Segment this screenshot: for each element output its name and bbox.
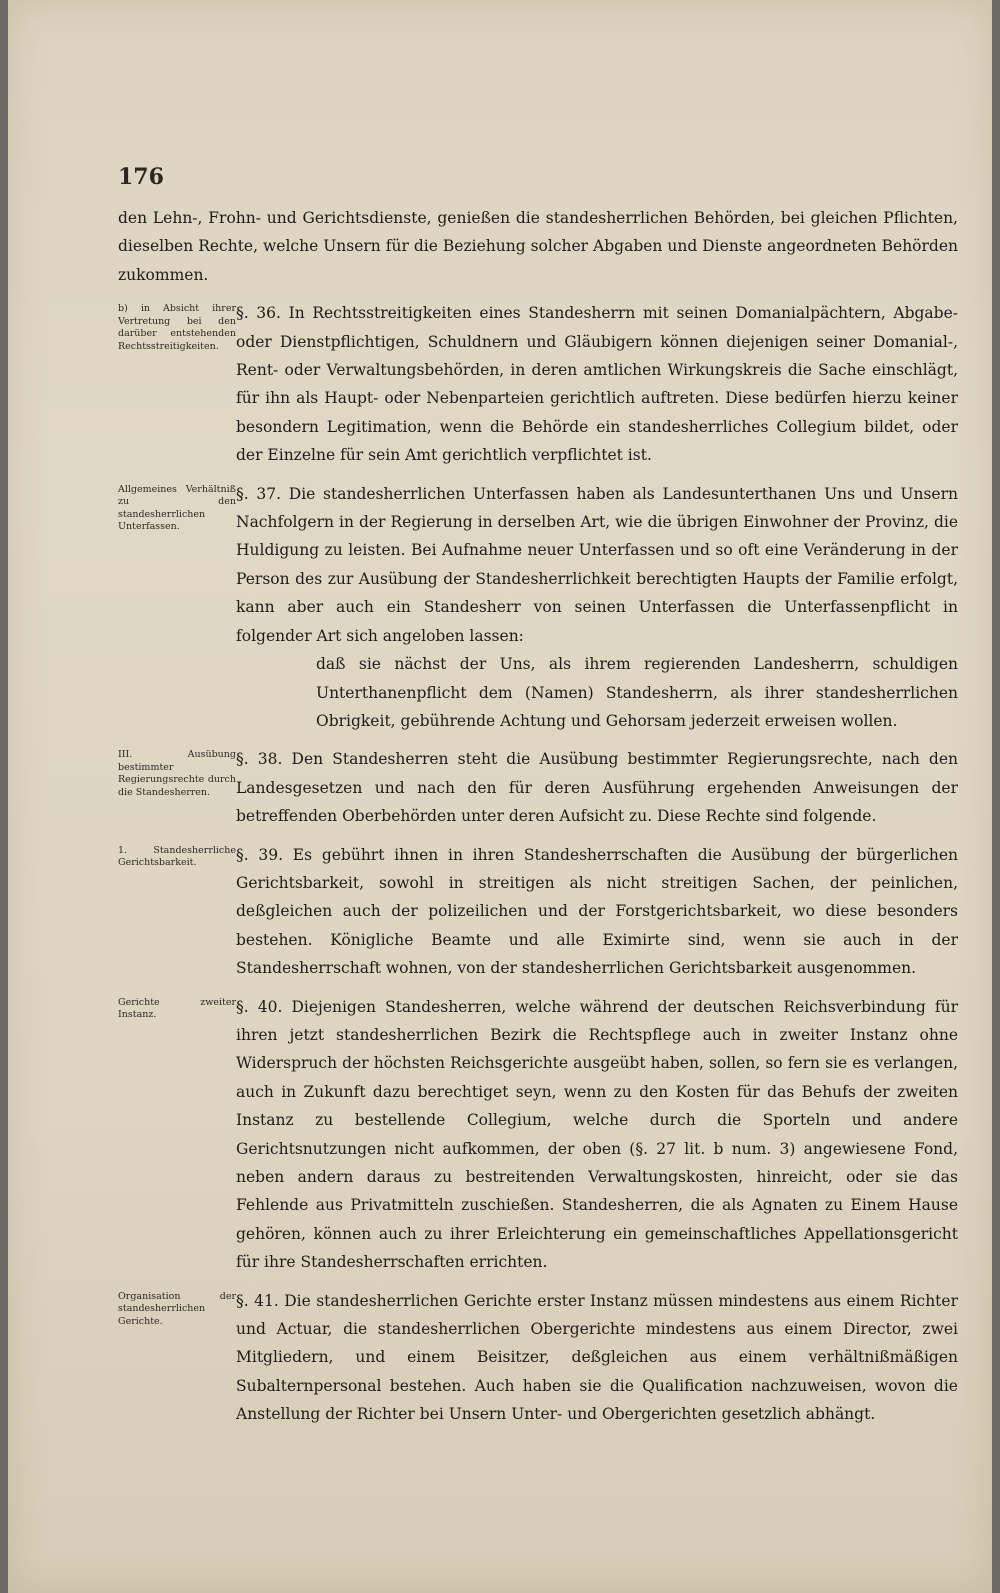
margin-note: Allgemeines Verhältniß zu den standesherrlichen Unterfassen. — [118, 483, 236, 533]
oath-formula: daß sie nächst der Uns, als ihrem regierenden Landesherrn, schuldigen Unterthanenpflicht dem (Namen) Standesherrn, als ihrer standesherrlichen Obrigkeit, gebührende Achtung und Gehorsam jederzeit erweisen wollen. — [316, 655, 958, 730]
margin-note: Organisation der standesherrlichen Gerichte. — [118, 1290, 236, 1327]
section-text: §. 41. Die standesherrlichen Gerichte erster Instanz müssen mindestens aus einem Richter und Actuar, die standesherrlichen Obergerichte mindestens aus einem Director, zwei Mitgliedern, und einem Beisitzer, deßgleichen aus einem verhältnißmäßigen Subalternpersonal bestehen. Auch haben sie die Qualification nachzuweisen, wovon die Anstellung der Richter bei Unsern Unter- und Obergerichten gesetzlich abhängt. — [236, 1291, 958, 1424]
margin-note: Gerichte zweiter Instanz. — [118, 996, 236, 1021]
section-text: §. 37. Die standesherrlichen Unterfassen haben als Landesunterthanen Uns und Unsern Nachfolgern in der Regierung in derselben Art, wie die übrigen Einwohner der Provinz, die Huldigung zu leisten. Bei Aufnahme neuer Unterfassen und so oft eine Veränderung in der Person des zur Ausübung der Standesherrlichkeit berechtigten Haupts der Familie erfolgt, kann aber auch ein Standesherr von seinen Unterfassen die Unterfassenpflicht in folgender Art sich angeloben lassen: — [236, 484, 958, 645]
section-text: §. 40. Diejenigen Standesherren, welche während der deutschen Reichsverbindung für ihren jetzt standesherrlichen Bezirk die Rechtspflege auch in zweiter Instanz ohne Widerspruch der höchsten Reichsgerichte ausgeübt haben, sollen, so fern sie es verlangen, auch in Zukunft dazu berechtiget seyn, wenn zu den Kosten für das Behufs der zweiten Instanz zu bestellende Collegium, welche durch die Sporteln und andere Gerichtsnutzungen nicht aufkommen, der oben (§. 27 lit. b num. 3) angewiesene Fond, neben andern daraus zu bestreitenden Verwaltungskosten, hinreicht, oder sie das Fehlende aus Privatmitteln zuschießen. Standesherren, die als Agnaten zu Einem Hause gehören, können auch zu ihrer Erleichterung ein gemeinschaftliches Appellationsgericht für ihre Standesherrschaften errichten. — [236, 997, 958, 1272]
document-page — [8, 0, 992, 1593]
section-36 — [118, 299, 958, 469]
section-text: §. 36. In Rechtsstreitigkeiten eines Standesherrn mit seinen Domanialpächtern, Abgabe- oder Dienstpflichtigen, Schuldnern und Gläubigern können diejenigen seiner Domanial-, Rent- oder Verwaltungsbehörden, in deren amtlichen Wirkungskreis die Sache einschlägt, für ihn als Haupt- oder Nebenparteien gerichtlich auftreten. Diese bedürfen hierzu keiner besondern Legitimation, wenn die Behörde ein standesherrliches Collegium bildet, oder der Einzelne für sein Amt gerichtlich verpflichtet ist. — [236, 304, 958, 465]
section-39 — [118, 841, 958, 983]
section-text: §. 39. Es gebührt ihnen in ihren Standesherrschaften die Ausübung der bürgerlichen Gerichtsbarkeit, sowohl in streitigen als nicht streitigen Sachen, der peinlichen, deßgleichen auch der polizeilichen und der Forstgerichtsbarkeit, wo diese besonders bestehen. Königliche Beamte und alle Eximirte sind, wenn sie auch in der Standesherrschaft wohnen, von der standesherrlichen Gerichtsbarkeit ausgenommen. — [236, 845, 958, 978]
page-number: 176 — [118, 164, 164, 190]
margin-note: III. Ausübung bestimmter Regierungsrechte durch die Standesherren. — [118, 749, 236, 798]
intro-paragraph: den Lehn-, Frohn- und Gerichtsdienste, genießen die standesherrlichen Behörden, bei gleichen Pflichten, dieselben Rechte, welche Unsern für die Beziehung solcher Abgaben und Dienste angeordneten Behörden zukommen. — [118, 209, 958, 284]
page-text — [118, 204, 958, 1439]
section-37 — [118, 480, 958, 736]
section-38 — [118, 745, 958, 830]
section-40 — [118, 993, 958, 1277]
margin-note: b) in Absicht ihrer Vertretung bei den darüber entstehenden Rechtsstreitigkeiten. — [118, 303, 236, 352]
section-41 — [118, 1287, 958, 1429]
margin-note: 1. Standesherrliche Gerichtsbarkeit. — [118, 844, 236, 869]
section-text: §. 38. Den Standesherren steht die Ausübung bestimmter Regierungsrechte, nach den Landesgesetzen und nach den für deren Ausführung ergehenden Anweisungen der betreffenden Oberbehörden unter deren Aufsicht zu. Diese Rechte sind folgende. — [236, 750, 958, 826]
